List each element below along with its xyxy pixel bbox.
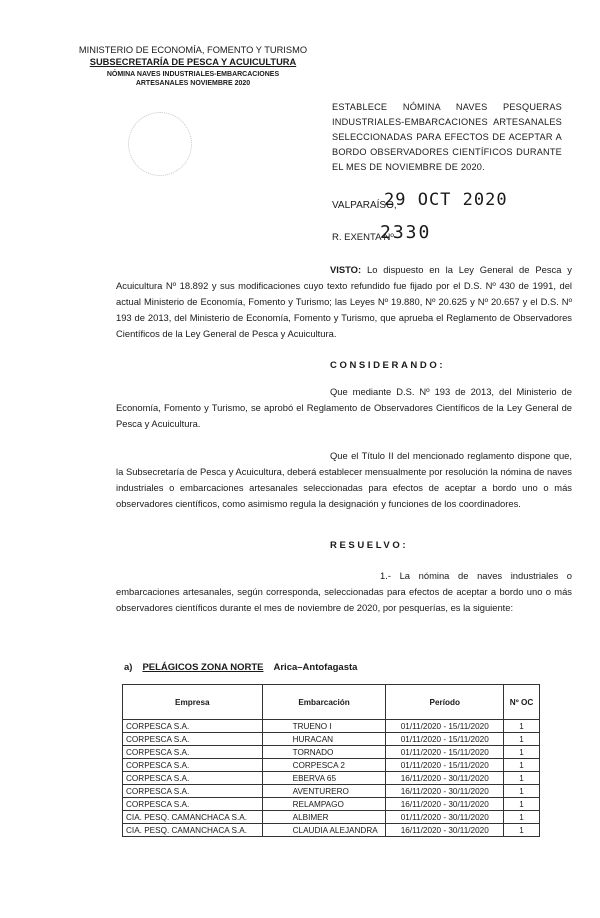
cell-empresa: CORPESCA S.A.	[123, 720, 263, 733]
table-body	[123, 720, 540, 837]
section-heading	[124, 662, 357, 673]
cell-empresa: CORPESCA S.A.	[123, 746, 263, 759]
cell-empresa: CORPESCA S.A.	[123, 733, 263, 746]
considerando-paragraph-1: Que mediante D.S. Nº 193 de 2013, del Ministerio de Economía, Fomento y Turismo, se aprobó el Reglamento de Observadores Científicos de la Ley General de Pesca y Acuicultura.	[116, 386, 572, 429]
cell-empresa: CIA. PESQ. CAMANCHACA S.A.	[123, 824, 263, 837]
cell-oc: 1	[504, 746, 540, 759]
table-row	[123, 772, 540, 785]
table-row	[123, 811, 540, 824]
visto-label: VISTO:	[330, 264, 362, 275]
cell-embarcacion: TRUENO I	[262, 720, 386, 733]
ministry-name: MINISTERIO DE ECONOMÍA, FOMENTO Y TURISMO	[78, 45, 308, 55]
cell-empresa: CORPESCA S.A.	[123, 798, 263, 811]
ministry-header	[78, 44, 308, 88]
cell-empresa: CORPESCA S.A.	[123, 785, 263, 798]
header-empresa: Empresa	[123, 685, 263, 720]
section-name: PELÁGICOS ZONA NORTE	[142, 662, 264, 673]
table-row	[123, 798, 540, 811]
cell-periodo: 16/11/2020 - 30/11/2020	[386, 785, 504, 798]
cell-oc: 1	[504, 811, 540, 824]
resuelvo-paragraph-1: 1.- La nómina de naves industriales o embarcaciones artesanales, según corresponda, seleccionadas para efectos de aceptar a bordo uno o más observadores científicos durante el mes de noviembre de 2020, por pesquerías, es la siguiente:	[116, 570, 572, 613]
cell-periodo: 16/11/2020 - 30/11/2020	[386, 798, 504, 811]
resolution-date: 29 OCT 2020	[384, 190, 508, 210]
considerando-heading: CONSIDERANDO:	[330, 360, 446, 371]
table-row	[123, 746, 540, 759]
cell-oc: 1	[504, 759, 540, 772]
header-periodo: Período	[386, 685, 504, 720]
cell-oc: 1	[504, 772, 540, 785]
table-row	[123, 759, 540, 772]
header-oc: Nº OC	[504, 685, 540, 720]
cell-periodo: 16/11/2020 - 30/11/2020	[386, 824, 504, 837]
visto-text: Lo dispuesto en la Ley General de Pesca y Acuicultura Nº 18.892 y sus modificaciones cuyo texto refundido fue fijado por el D.S. Nº 430 de 1991, del actual Ministerio de Economía, Fomento y Turismo; las Leyes Nº 19.880, Nº 20.625 y Nº 20.657 y el D.S. Nº 193 de 2013, del Ministerio de Economía, Fomento y Turismo, que aprueba el Reglamento de Observadores Científicos de la Ley General de Pesca y Acuicultura.	[116, 264, 572, 339]
considerando-paragraph-2: Que el Título II del mencionado reglamento dispone que, la Subsecretaría de Pesca y Acuicultura, deberá establecer mensualmente por resolución la nómina de naves industriales o embarcaciones artesanales seleccionadas para efectos de aceptar a bordo uno o más observadores científicos, como asimismo regula la designación y funciones de los coordinadores.	[116, 450, 572, 509]
cell-oc: 1	[504, 824, 540, 837]
cell-periodo: 01/11/2020 - 15/11/2020	[386, 733, 504, 746]
resolution-number: 2330	[380, 222, 432, 243]
resolution-title: ESTABLECE NÓMINA NAVES PESQUERAS INDUSTRIALES-EMBARCACIONES ARTESANALES SELECCIONADAS PARA EFECTOS DE ACEPTAR A BORDO OBSERVADORES CIENTÍFICOS DURANTE EL MES DE NOVIEMBRE DE 2020.	[332, 102, 562, 172]
cell-empresa: CIA. PESQ. CAMANCHACA S.A.	[123, 811, 263, 824]
cell-embarcacion: TORNADO	[262, 746, 386, 759]
cell-oc: 1	[504, 798, 540, 811]
header-embarcacion: Embarcación	[262, 685, 386, 720]
table-row	[123, 720, 540, 733]
resuelvo-heading: RESUELVO:	[330, 540, 409, 551]
reference-line-2: ARTESANALES NOVIEMBRE 2020	[135, 80, 251, 87]
table-row	[123, 824, 540, 837]
table-row	[123, 733, 540, 746]
section-region: Arica–Antofagasta	[273, 662, 358, 673]
cell-oc: 1	[504, 720, 540, 733]
cell-empresa: CORPESCA S.A.	[123, 759, 263, 772]
section-letter: a)	[124, 662, 133, 673]
cell-oc: 1	[504, 733, 540, 746]
cell-embarcacion: EBERVA 65	[262, 772, 386, 785]
cell-periodo: 16/11/2020 - 30/11/2020	[386, 772, 504, 785]
visto-paragraph	[116, 262, 572, 342]
resolution-number-label: R. EXENTA Nº	[332, 232, 394, 243]
cell-periodo: 01/11/2020 - 15/11/2020	[386, 720, 504, 733]
cell-embarcacion: RELAMPAGO	[262, 798, 386, 811]
reference-line-1: NÓMINA NAVES INDUSTRIALES-EMBARCACIONES	[106, 71, 280, 78]
cell-embarcacion: ALBIMER	[262, 811, 386, 824]
table-header-row	[123, 685, 540, 720]
subsecretaria-name: SUBSECRETARÍA DE PESCA Y ACUICULTURA	[89, 57, 297, 67]
cell-periodo: 01/11/2020 - 15/11/2020	[386, 746, 504, 759]
vessel-table	[122, 684, 540, 837]
table-row	[123, 785, 540, 798]
cell-periodo: 01/11/2020 - 30/11/2020	[386, 811, 504, 824]
place-label: VALPARAÍSO,	[332, 200, 397, 211]
official-seal	[128, 112, 192, 176]
cell-periodo: 01/11/2020 - 15/11/2020	[386, 759, 504, 772]
cell-empresa: CORPESCA S.A.	[123, 772, 263, 785]
cell-embarcacion: HURACAN	[262, 733, 386, 746]
cell-embarcacion: CORPESCA 2	[262, 759, 386, 772]
cell-embarcacion: CLAUDIA ALEJANDRA	[262, 824, 386, 837]
cell-oc: 1	[504, 785, 540, 798]
cell-embarcacion: AVENTURERO	[262, 785, 386, 798]
